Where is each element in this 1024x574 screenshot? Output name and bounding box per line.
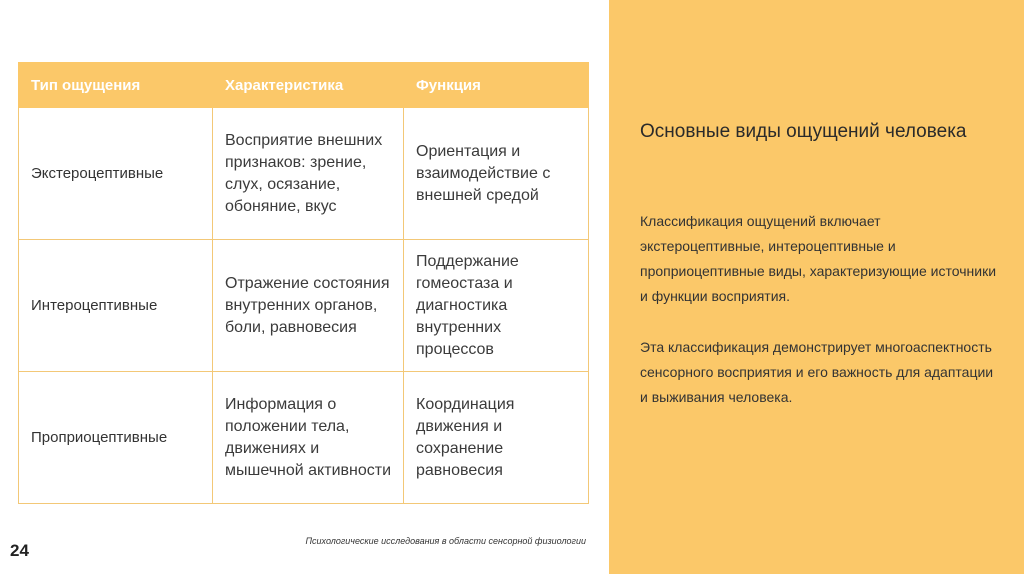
panel-title: Основные виды ощущений человека: [640, 121, 967, 142]
cell-type: Проприоцептивные: [19, 372, 213, 504]
cell-characteristic: Восприятие внешних признаков: зрение, слух, осязание, обоняние, вкус: [213, 108, 404, 240]
table-header-row: [19, 63, 589, 108]
cell-function: Координация движения и сохранение равновесия: [404, 372, 589, 504]
table-row: [19, 108, 589, 240]
header-type: Тип ощущения: [19, 63, 213, 108]
page-number: 24: [10, 541, 29, 560]
cell-characteristic: Отражение состояния внутренних органов, боли, равновесия: [213, 240, 404, 372]
cell-function: Ориентация и взаимодействие с внешней средой: [404, 108, 589, 240]
cell-function: Поддержание гомеостаза и диагностика внутренних процессов: [404, 240, 589, 372]
panel-paragraph-1: Классификация ощущений включает экстероцептивные, интероцептивные и проприоцептивные виды, характеризующие источники и функции восприятия.: [640, 213, 997, 304]
cell-type: Экстероцептивные: [19, 108, 213, 240]
sensations-table: [18, 62, 589, 504]
footer-caption: Психологические исследования в области сенсорной физиологии: [305, 536, 586, 546]
table-row: [19, 372, 589, 504]
cell-characteristic: Информация о положении тела, движениях и мышечной активности: [213, 372, 404, 504]
table-row: [19, 240, 589, 372]
cell-type: Интероцептивные: [19, 240, 213, 372]
panel-paragraph-2: Эта классификация демонстрирует многоаспектность сенсорного восприятия и его важность для адаптации и выживания человека.: [640, 339, 994, 405]
header-characteristic: Характеристика: [213, 63, 404, 108]
header-function: Функция: [404, 63, 589, 108]
